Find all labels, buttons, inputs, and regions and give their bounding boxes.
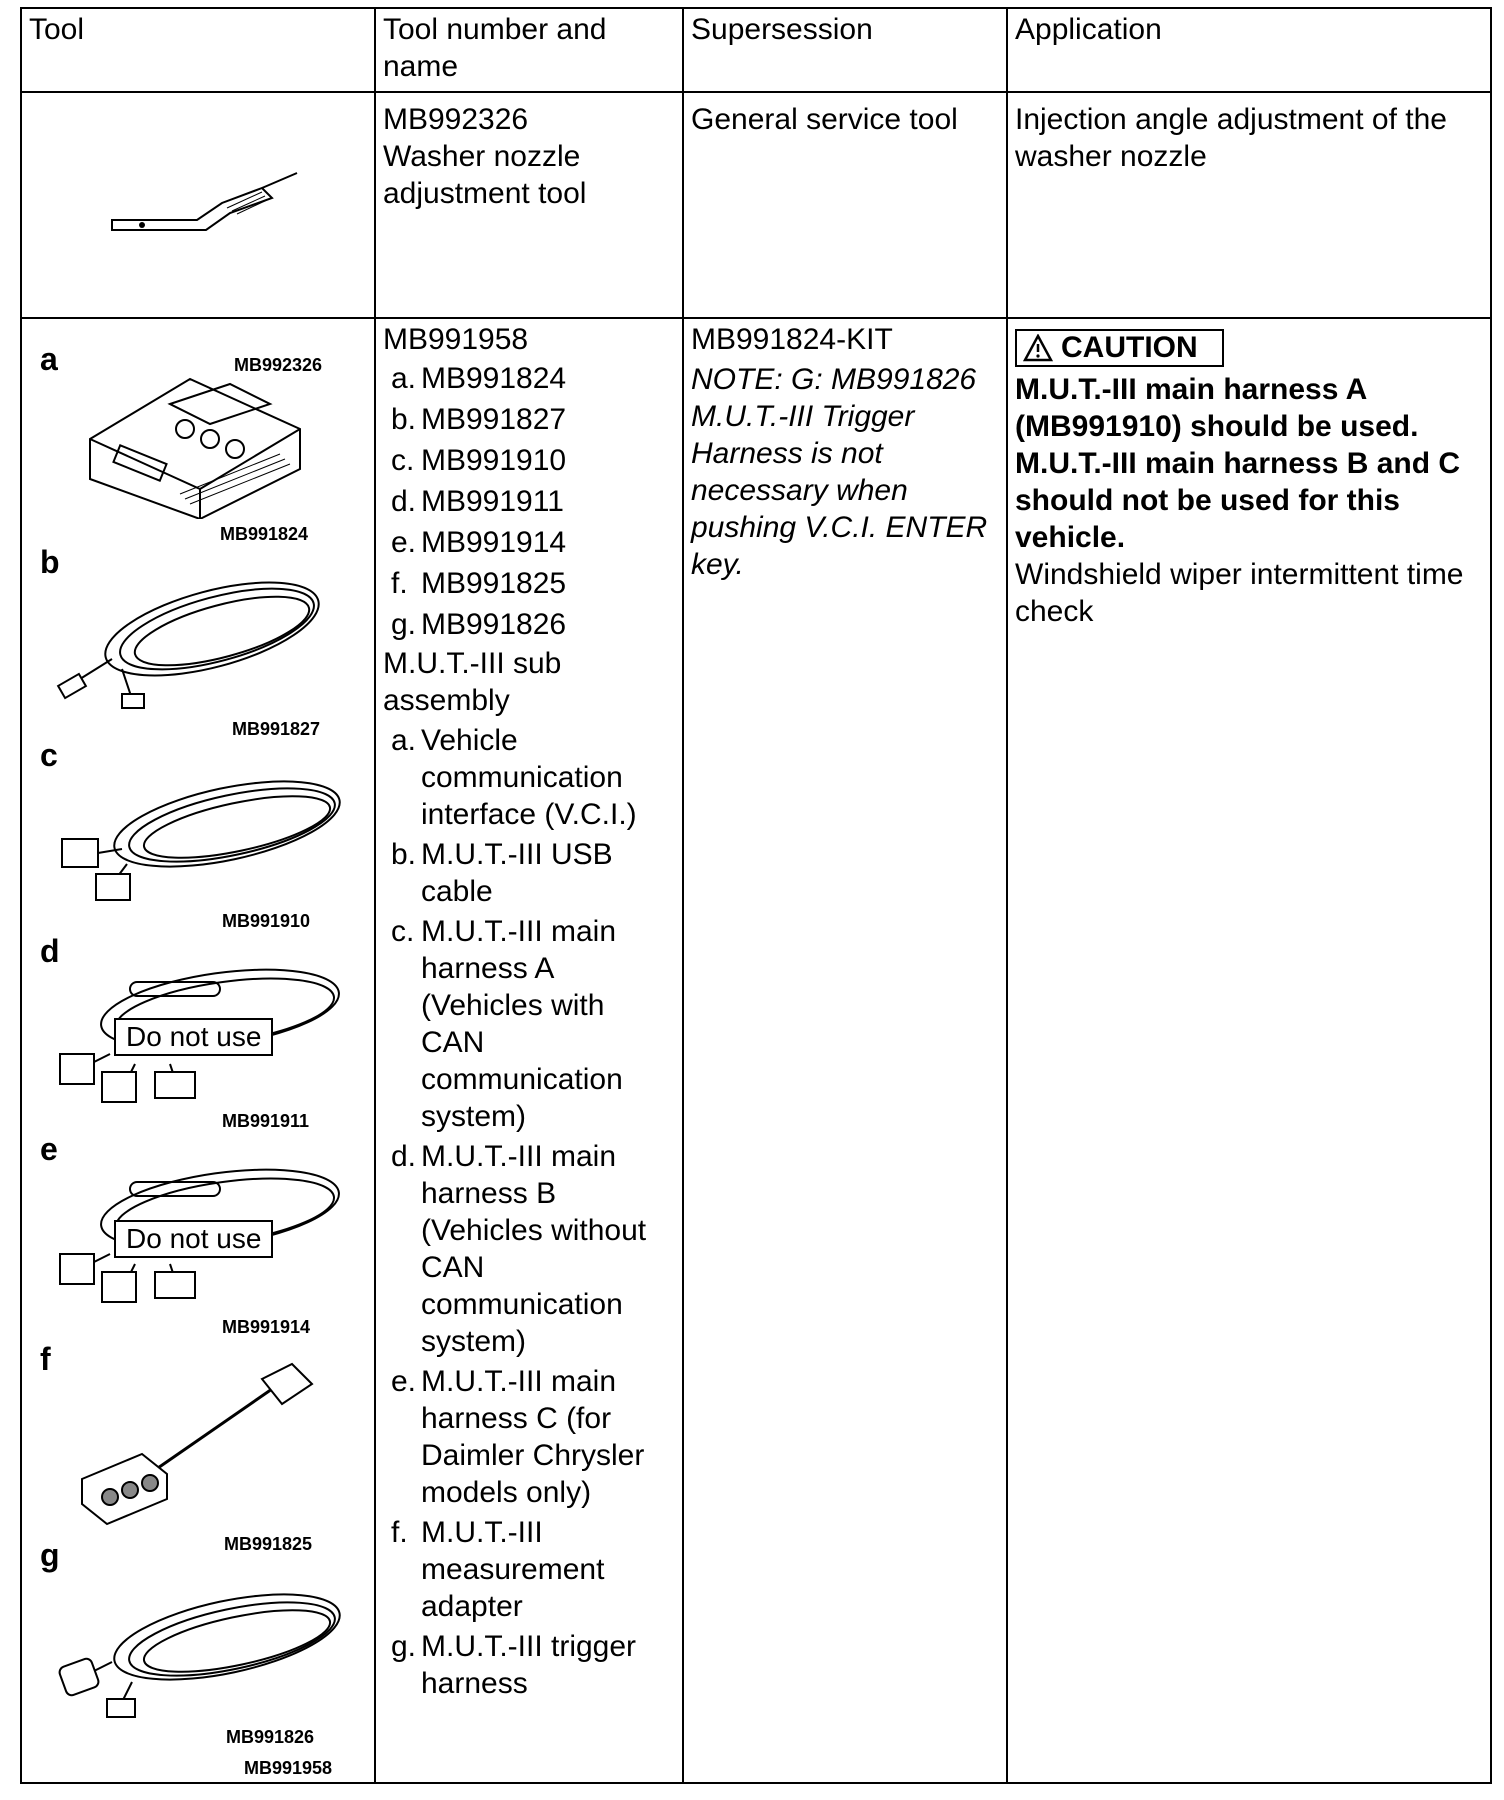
figure-label: MB991914: [222, 1317, 311, 1337]
list-item: e. M.U.T.-III main harness C (for Daimler Chrysler models only): [391, 1365, 645, 1509]
caution-label: CAUTION: [1061, 331, 1198, 364]
figure-letter: e: [40, 1131, 58, 1167]
warning-triangle-icon: [1023, 334, 1053, 362]
supersession-text: General service tool: [691, 103, 958, 136]
special-tools-table: [20, 7, 1492, 1784]
header-supersession: Supersession: [683, 8, 1007, 92]
kit-label: MB991958: [244, 1758, 333, 1778]
list-item: a. Vehicle communication interface (V.C.I.): [391, 724, 637, 831]
figure-letter: a: [40, 341, 58, 377]
figure-label: MB991827: [232, 719, 321, 739]
list-item: g. M.U.T.-III trigger harness: [391, 1630, 637, 1700]
trigger-harness-icon: [52, 1577, 352, 1727]
do-not-use-label: Do not use: [114, 1018, 273, 1056]
vci-unit-icon: [70, 359, 320, 519]
tool-figure-cell: [21, 318, 375, 1783]
list-item: f. MB991825: [391, 567, 567, 600]
caution-text: M.U.T.-III main harness A (MB991910) should be used. M.U.T.-III main harness B and C should not be used for this vehicle.: [1015, 373, 1461, 554]
tool-name-line: adjustment tool: [383, 177, 587, 210]
figure-letter: c: [40, 737, 58, 773]
table-row: [21, 318, 1491, 1783]
application-line: washer nozzle: [1015, 140, 1207, 173]
figure-letter: d: [40, 933, 60, 969]
supersession-cell: [683, 318, 1007, 1783]
caution-box: [1015, 329, 1224, 367]
do-not-use-label: Do not use: [114, 1220, 273, 1258]
application-text: Windshield wiper intermittent time check: [1015, 558, 1464, 628]
tool-number: MB992326: [383, 103, 529, 136]
component-list: [383, 722, 675, 1702]
figure-letter: b: [40, 544, 60, 580]
measurement-adapter-icon: [62, 1349, 322, 1529]
tool-number-cell: [375, 318, 683, 1783]
tool-number: MB991958: [383, 323, 529, 356]
figure-label: MB991910: [222, 911, 311, 931]
main-harness-icon: [52, 759, 352, 909]
figure-label: MB991824: [220, 524, 309, 544]
figure-label: MB991825: [224, 1534, 313, 1554]
usb-cable-icon: [52, 559, 342, 719]
application-cell: [1007, 318, 1491, 1783]
supersession-cell: [683, 92, 1007, 318]
list-item: a. MB991824: [391, 362, 567, 395]
list-item: e. MB991914: [391, 526, 567, 559]
tool-number-cell: [375, 92, 683, 318]
header-tool-number-and-name: Tool number and name: [375, 8, 683, 92]
tool-figure-cell: [21, 92, 375, 375]
header-application: Application: [1007, 8, 1491, 92]
figure-label: MB991826: [226, 1727, 315, 1747]
table-row: [21, 92, 1491, 318]
tool-name-line: Washer nozzle: [383, 140, 581, 173]
header-tool: Tool: [21, 8, 375, 92]
list-item: c. MB991910: [391, 444, 567, 477]
list-item: c. M.U.T.-III main harness A (Vehicles with CAN communication system): [391, 915, 623, 1133]
tool-code-list: [383, 358, 675, 645]
sub-assembly-heading: M.U.T.-III sub assembly: [383, 647, 562, 717]
header-row: [21, 8, 1491, 92]
list-item: d. M.U.T.-III main harness B (Vehicles without CAN communication system): [391, 1140, 647, 1358]
list-item: g. MB991826: [391, 608, 567, 641]
list-item: f. M.U.T.-III measurement adapter: [391, 1516, 605, 1623]
list-item: d. MB991911: [391, 485, 564, 518]
tool-figures: [22, 319, 376, 1782]
supersession-text: MB991824-KIT: [691, 323, 893, 356]
figure-letter: g: [40, 1537, 60, 1573]
figure-label: MB992326: [234, 355, 323, 375]
supersession-note: NOTE: G: MB991826 M.U.T.-III Trigger Harness is not necessary when pushing V.C.I. ENTER key.: [691, 363, 988, 581]
list-item: b. MB991827: [391, 403, 567, 436]
figure-letter: f: [40, 1341, 51, 1377]
figure-label: MB991911: [222, 1111, 310, 1131]
application-cell: [1007, 92, 1491, 318]
washer-nozzle-tool-icon: [102, 168, 302, 248]
list-item: b. M.U.T.-III USB cable: [391, 838, 613, 908]
application-line: Injection angle adjustment of the: [1015, 103, 1447, 136]
